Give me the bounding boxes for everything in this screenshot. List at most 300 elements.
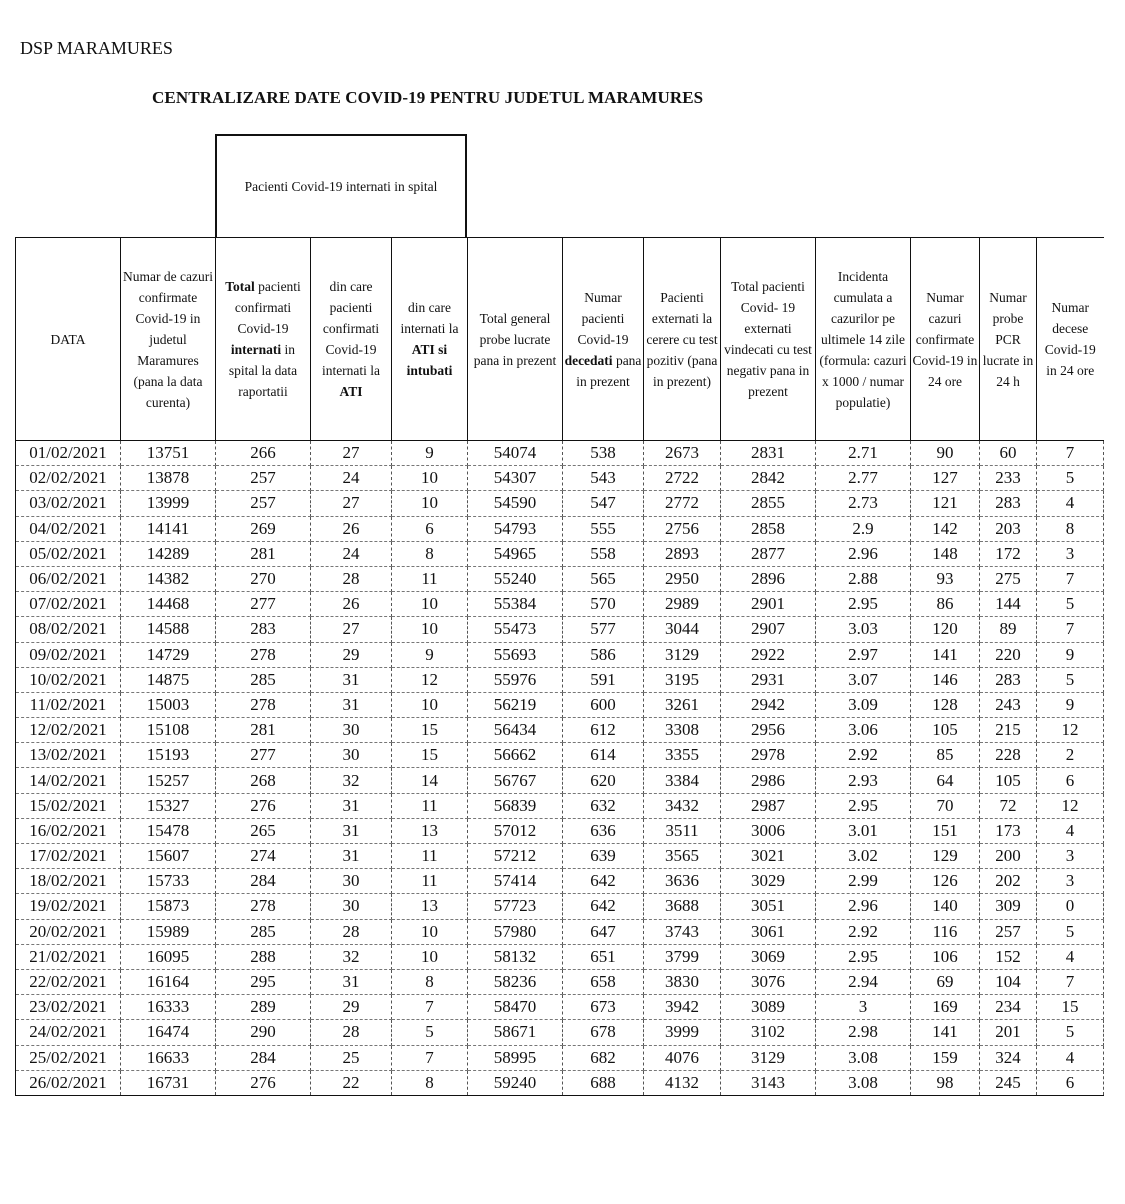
cell-value: 12 [1037, 793, 1104, 818]
cell-date: 01/02/2021 [16, 441, 121, 466]
cell-value: 281 [216, 541, 311, 566]
cell-value: 3129 [644, 642, 721, 667]
cell-value: 614 [563, 743, 644, 768]
cell-value: 10 [392, 466, 468, 491]
cell-value: 60 [980, 441, 1037, 466]
cell-value: 15257 [121, 768, 216, 793]
cell-value: 2987 [721, 793, 816, 818]
cell-value: 543 [563, 466, 644, 491]
cell-value: 58132 [468, 944, 563, 969]
cell-value: 2772 [644, 491, 721, 516]
cell-value: 2989 [644, 592, 721, 617]
header-pcr-24h: Numar probe PCR lucrate in 24 h [980, 238, 1037, 441]
cell-value: 30 [311, 718, 392, 743]
cell-value: 55473 [468, 617, 563, 642]
cell-value: 57012 [468, 818, 563, 843]
cell-value: 98 [911, 1070, 980, 1095]
cell-value: 27 [311, 441, 392, 466]
cell-value: 4132 [644, 1070, 721, 1095]
cell-value: 570 [563, 592, 644, 617]
cell-value: 3432 [644, 793, 721, 818]
cell-value: 324 [980, 1045, 1037, 1070]
header-date: DATA [16, 238, 121, 441]
cell-value: 2922 [721, 642, 816, 667]
cell-value: 257 [216, 466, 311, 491]
cell-date: 07/02/2021 [16, 592, 121, 617]
cell-value: 3069 [721, 944, 816, 969]
cell-value: 268 [216, 768, 311, 793]
cell-value: 276 [216, 793, 311, 818]
header-icu-intubated: din care internati la ATI si intubati [392, 238, 468, 441]
cell-value: 278 [216, 894, 311, 919]
cell-value: 3.09 [816, 692, 911, 717]
cell-value: 90 [911, 441, 980, 466]
cell-value: 14382 [121, 566, 216, 591]
cell-value: 93 [911, 566, 980, 591]
cell-value: 3636 [644, 869, 721, 894]
cell-value: 54965 [468, 541, 563, 566]
cell-value: 3 [1037, 541, 1104, 566]
cell-value: 10 [392, 919, 468, 944]
cell-value: 3565 [644, 844, 721, 869]
cell-value: 2.95 [816, 592, 911, 617]
cell-value: 2.71 [816, 441, 911, 466]
cell-value: 56219 [468, 692, 563, 717]
cell-value: 146 [911, 667, 980, 692]
cell-value: 2896 [721, 566, 816, 591]
cell-value: 538 [563, 441, 644, 466]
cell-date: 16/02/2021 [16, 818, 121, 843]
cell-value: 200 [980, 844, 1037, 869]
cell-value: 600 [563, 692, 644, 717]
cell-value: 104 [980, 969, 1037, 994]
cell-value: 2901 [721, 592, 816, 617]
cell-value: 7 [392, 1045, 468, 1070]
cell-value: 16731 [121, 1070, 216, 1095]
cell-value: 2978 [721, 743, 816, 768]
cell-value: 6 [1037, 768, 1104, 793]
table-header-row [16, 238, 1104, 441]
cell-value: 159 [911, 1045, 980, 1070]
table-row [16, 919, 1104, 944]
cell-value: 32 [311, 768, 392, 793]
cell-value: 290 [216, 1020, 311, 1045]
cell-value: 289 [216, 995, 311, 1020]
cell-date: 06/02/2021 [16, 566, 121, 591]
cell-value: 3021 [721, 844, 816, 869]
header-total-tests: Total general probe lucrate pana in prezent [468, 238, 563, 441]
table-row [16, 1045, 1104, 1070]
cell-value: 116 [911, 919, 980, 944]
cell-value: 3942 [644, 995, 721, 1020]
cell-value: 5 [1037, 919, 1104, 944]
table-row [16, 491, 1104, 516]
cell-date: 21/02/2021 [16, 944, 121, 969]
document-title: CENTRALIZARE DATE COVID-19 PENTRU JUDETUL MARAMURES [152, 88, 704, 107]
cell-value: 152 [980, 944, 1037, 969]
cell-value: 14289 [121, 541, 216, 566]
header-deceased: Numar pacienti Covid-19 decedati pana in prezent [563, 238, 644, 441]
table-row [16, 793, 1104, 818]
cell-date: 12/02/2021 [16, 718, 121, 743]
cell-value: 3061 [721, 919, 816, 944]
cell-value: 141 [911, 642, 980, 667]
table-row [16, 692, 1104, 717]
cell-value: 285 [216, 919, 311, 944]
cell-value: 277 [216, 743, 311, 768]
cell-value: 647 [563, 919, 644, 944]
cell-value: 55240 [468, 566, 563, 591]
cell-value: 15 [392, 718, 468, 743]
cell-date: 08/02/2021 [16, 617, 121, 642]
table-row [16, 818, 1104, 843]
cell-value: 2.92 [816, 743, 911, 768]
cell-value: 58995 [468, 1045, 563, 1070]
cell-value: 31 [311, 818, 392, 843]
cell-value: 5 [392, 1020, 468, 1045]
cell-value: 7 [1037, 566, 1104, 591]
cell-date: 10/02/2021 [16, 667, 121, 692]
cell-value: 3195 [644, 667, 721, 692]
cell-value: 3688 [644, 894, 721, 919]
cell-value: 202 [980, 869, 1037, 894]
cell-value: 29 [311, 995, 392, 1020]
cell-value: 16095 [121, 944, 216, 969]
table-row [16, 718, 1104, 743]
cell-value: 7 [1037, 617, 1104, 642]
cell-value: 15733 [121, 869, 216, 894]
cell-value: 58470 [468, 995, 563, 1020]
cell-value: 54793 [468, 516, 563, 541]
cell-date: 05/02/2021 [16, 541, 121, 566]
cell-value: 140 [911, 894, 980, 919]
cell-value: 57414 [468, 869, 563, 894]
cell-value: 144 [980, 592, 1037, 617]
cell-value: 673 [563, 995, 644, 1020]
cell-value: 2.92 [816, 919, 911, 944]
cell-value: 56839 [468, 793, 563, 818]
group-header-hospitalized: Pacienti Covid-19 internati in spital [215, 134, 467, 238]
cell-value: 577 [563, 617, 644, 642]
cell-value: 10 [392, 617, 468, 642]
cell-value: 3076 [721, 969, 816, 994]
cell-value: 636 [563, 818, 644, 843]
organization-name: DSP MARAMURES [20, 38, 173, 58]
cell-value: 2950 [644, 566, 721, 591]
cell-value: 283 [980, 667, 1037, 692]
cell-value: 2.88 [816, 566, 911, 591]
cell-value: 3051 [721, 894, 816, 919]
cell-value: 26 [311, 592, 392, 617]
cell-value: 11 [392, 566, 468, 591]
cell-value: 278 [216, 642, 311, 667]
cell-date: 15/02/2021 [16, 793, 121, 818]
cell-value: 8 [392, 541, 468, 566]
cell-value: 13 [392, 818, 468, 843]
cell-value: 148 [911, 541, 980, 566]
cell-value: 141 [911, 1020, 980, 1045]
cell-value: 3 [1037, 869, 1104, 894]
cell-value: 3.03 [816, 617, 911, 642]
cell-value: 55384 [468, 592, 563, 617]
cell-date: 09/02/2021 [16, 642, 121, 667]
cell-value: 58236 [468, 969, 563, 994]
cell-date: 24/02/2021 [16, 1020, 121, 1045]
cell-date: 26/02/2021 [16, 1070, 121, 1095]
cell-value: 2722 [644, 466, 721, 491]
table-row [16, 1020, 1104, 1045]
cell-date: 17/02/2021 [16, 844, 121, 869]
cell-value: 269 [216, 516, 311, 541]
cell-value: 31 [311, 667, 392, 692]
table-body [16, 441, 1104, 1096]
cell-value: 265 [216, 818, 311, 843]
cell-value: 228 [980, 743, 1037, 768]
cell-value: 120 [911, 617, 980, 642]
cell-value: 3143 [721, 1070, 816, 1095]
cell-value: 9 [392, 441, 468, 466]
cell-value: 309 [980, 894, 1037, 919]
cell-value: 2.97 [816, 642, 911, 667]
cell-value: 10 [392, 944, 468, 969]
cell-value: 4 [1037, 491, 1104, 516]
cell-value: 284 [216, 1045, 311, 1070]
cell-value: 10 [392, 491, 468, 516]
cell-value: 0 [1037, 894, 1104, 919]
cell-value: 30 [311, 869, 392, 894]
cell-value: 6 [392, 516, 468, 541]
cell-value: 2855 [721, 491, 816, 516]
covid-data-table [15, 237, 1104, 1096]
cell-value: 3.08 [816, 1045, 911, 1070]
cell-value: 6 [1037, 1070, 1104, 1095]
cell-value: 85 [911, 743, 980, 768]
cell-value: 295 [216, 969, 311, 994]
header-incidence: Incidenta cumulata a cazurilor pe ultimele 14 zile (formula: cazuri x 1000 / numar populatie) [816, 238, 911, 441]
cell-value: 11 [392, 844, 468, 869]
cell-value: 11 [392, 869, 468, 894]
cell-value: 2986 [721, 768, 816, 793]
cell-value: 283 [216, 617, 311, 642]
cell-value: 28 [311, 919, 392, 944]
cell-value: 245 [980, 1070, 1037, 1095]
table-row [16, 743, 1104, 768]
header-confirmed-cases: Numar de cazuri confirmate Covid-19 in judetul Maramures (pana la data curenta) [121, 238, 216, 441]
cell-value: 2877 [721, 541, 816, 566]
cell-value: 3.01 [816, 818, 911, 843]
cell-value: 8 [1037, 516, 1104, 541]
cell-value: 682 [563, 1045, 644, 1070]
cell-date: 04/02/2021 [16, 516, 121, 541]
cell-value: 15 [392, 743, 468, 768]
cell-value: 10 [392, 692, 468, 717]
cell-value: 220 [980, 642, 1037, 667]
cell-value: 54590 [468, 491, 563, 516]
cell-value: 121 [911, 491, 980, 516]
cell-value: 106 [911, 944, 980, 969]
cell-value: 13999 [121, 491, 216, 516]
cell-value: 127 [911, 466, 980, 491]
cell-value: 57212 [468, 844, 563, 869]
cell-value: 4076 [644, 1045, 721, 1070]
cell-value: 2 [1037, 743, 1104, 768]
cell-value: 15108 [121, 718, 216, 743]
cell-date: 03/02/2021 [16, 491, 121, 516]
header-discharged-cured: Total pacienti Covid- 19 externati vindecati cu test negativ pana in prezent [721, 238, 816, 441]
cell-date: 19/02/2021 [16, 894, 121, 919]
cell-value: 620 [563, 768, 644, 793]
table-row [16, 642, 1104, 667]
cell-value: 276 [216, 1070, 311, 1095]
table-row [16, 869, 1104, 894]
cell-value: 3.08 [816, 1070, 911, 1095]
cell-value: 3 [816, 995, 911, 1020]
cell-value: 2907 [721, 617, 816, 642]
cell-value: 7 [1037, 441, 1104, 466]
cell-value: 64 [911, 768, 980, 793]
cell-date: 18/02/2021 [16, 869, 121, 894]
cell-value: 3.06 [816, 718, 911, 743]
cell-value: 3261 [644, 692, 721, 717]
cell-value: 59240 [468, 1070, 563, 1095]
cell-value: 639 [563, 844, 644, 869]
cell-value: 278 [216, 692, 311, 717]
cell-value: 257 [216, 491, 311, 516]
table-row [16, 566, 1104, 591]
cell-value: 234 [980, 995, 1037, 1020]
cell-value: 3308 [644, 718, 721, 743]
cell-value: 678 [563, 1020, 644, 1045]
cell-value: 2.98 [816, 1020, 911, 1045]
table-row [16, 995, 1104, 1020]
cell-value: 14875 [121, 667, 216, 692]
header-icu: din care pacienti confirmati Covid-19 internati la ATI [311, 238, 392, 441]
table-row [16, 944, 1104, 969]
cell-value: 4 [1037, 944, 1104, 969]
cell-date: 13/02/2021 [16, 743, 121, 768]
cell-value: 591 [563, 667, 644, 692]
cell-value: 29 [311, 642, 392, 667]
cell-value: 2942 [721, 692, 816, 717]
cell-value: 3 [1037, 844, 1104, 869]
cell-value: 10 [392, 592, 468, 617]
header-deaths-24h: Numar decese Covid-19 in 24 ore [1037, 238, 1104, 441]
cell-value: 13 [392, 894, 468, 919]
table-row [16, 516, 1104, 541]
cell-value: 2.95 [816, 793, 911, 818]
cell-value: 555 [563, 516, 644, 541]
cell-value: 2831 [721, 441, 816, 466]
cell-value: 215 [980, 718, 1037, 743]
cell-value: 30 [311, 743, 392, 768]
cell-value: 15478 [121, 818, 216, 843]
cell-value: 5 [1037, 466, 1104, 491]
cell-value: 3799 [644, 944, 721, 969]
cell-value: 642 [563, 894, 644, 919]
cell-value: 632 [563, 793, 644, 818]
cell-value: 283 [980, 491, 1037, 516]
cell-value: 2.73 [816, 491, 911, 516]
cell-value: 31 [311, 692, 392, 717]
cell-value: 105 [980, 768, 1037, 793]
cell-value: 275 [980, 566, 1037, 591]
cell-value: 3384 [644, 768, 721, 793]
cell-value: 8 [392, 1070, 468, 1095]
cell-value: 2.94 [816, 969, 911, 994]
cell-value: 3.02 [816, 844, 911, 869]
cell-value: 2756 [644, 516, 721, 541]
cell-date: 14/02/2021 [16, 768, 121, 793]
cell-value: 565 [563, 566, 644, 591]
cell-value: 547 [563, 491, 644, 516]
cell-value: 7 [1037, 969, 1104, 994]
cell-value: 55693 [468, 642, 563, 667]
table-row [16, 768, 1104, 793]
cell-value: 3102 [721, 1020, 816, 1045]
table-row [16, 441, 1104, 466]
cell-value: 69 [911, 969, 980, 994]
cell-value: 5 [1037, 592, 1104, 617]
cell-value: 15193 [121, 743, 216, 768]
cell-value: 15989 [121, 919, 216, 944]
cell-value: 56767 [468, 768, 563, 793]
table-row [16, 844, 1104, 869]
cell-value: 281 [216, 718, 311, 743]
cell-value: 274 [216, 844, 311, 869]
cell-value: 89 [980, 617, 1037, 642]
cell-value: 14588 [121, 617, 216, 642]
cell-value: 285 [216, 667, 311, 692]
cell-value: 3089 [721, 995, 816, 1020]
cell-value: 3129 [721, 1045, 816, 1070]
cell-date: 25/02/2021 [16, 1045, 121, 1070]
cell-value: 2673 [644, 441, 721, 466]
cell-value: 243 [980, 692, 1037, 717]
cell-date: 20/02/2021 [16, 919, 121, 944]
cell-value: 25 [311, 1045, 392, 1070]
cell-value: 70 [911, 793, 980, 818]
table-row [16, 667, 1104, 692]
cell-value: 203 [980, 516, 1037, 541]
cell-value: 2.96 [816, 894, 911, 919]
cell-value: 284 [216, 869, 311, 894]
cell-value: 54307 [468, 466, 563, 491]
cell-value: 2.93 [816, 768, 911, 793]
cell-value: 270 [216, 566, 311, 591]
cell-value: 126 [911, 869, 980, 894]
cell-value: 2.95 [816, 944, 911, 969]
cell-value: 28 [311, 566, 392, 591]
cell-value: 56662 [468, 743, 563, 768]
cell-value: 3511 [644, 818, 721, 843]
cell-value: 13878 [121, 466, 216, 491]
cell-value: 15003 [121, 692, 216, 717]
cell-value: 16333 [121, 995, 216, 1020]
cell-value: 5 [1037, 1020, 1104, 1045]
cell-value: 2893 [644, 541, 721, 566]
cell-value: 16164 [121, 969, 216, 994]
cell-value: 233 [980, 466, 1037, 491]
cell-date: 11/02/2021 [16, 692, 121, 717]
cell-value: 27 [311, 617, 392, 642]
table-row [16, 541, 1104, 566]
cell-value: 688 [563, 1070, 644, 1095]
cell-value: 3006 [721, 818, 816, 843]
table-row [16, 1070, 1104, 1095]
cell-value: 3.07 [816, 667, 911, 692]
cell-date: 23/02/2021 [16, 995, 121, 1020]
cell-value: 5 [1037, 667, 1104, 692]
